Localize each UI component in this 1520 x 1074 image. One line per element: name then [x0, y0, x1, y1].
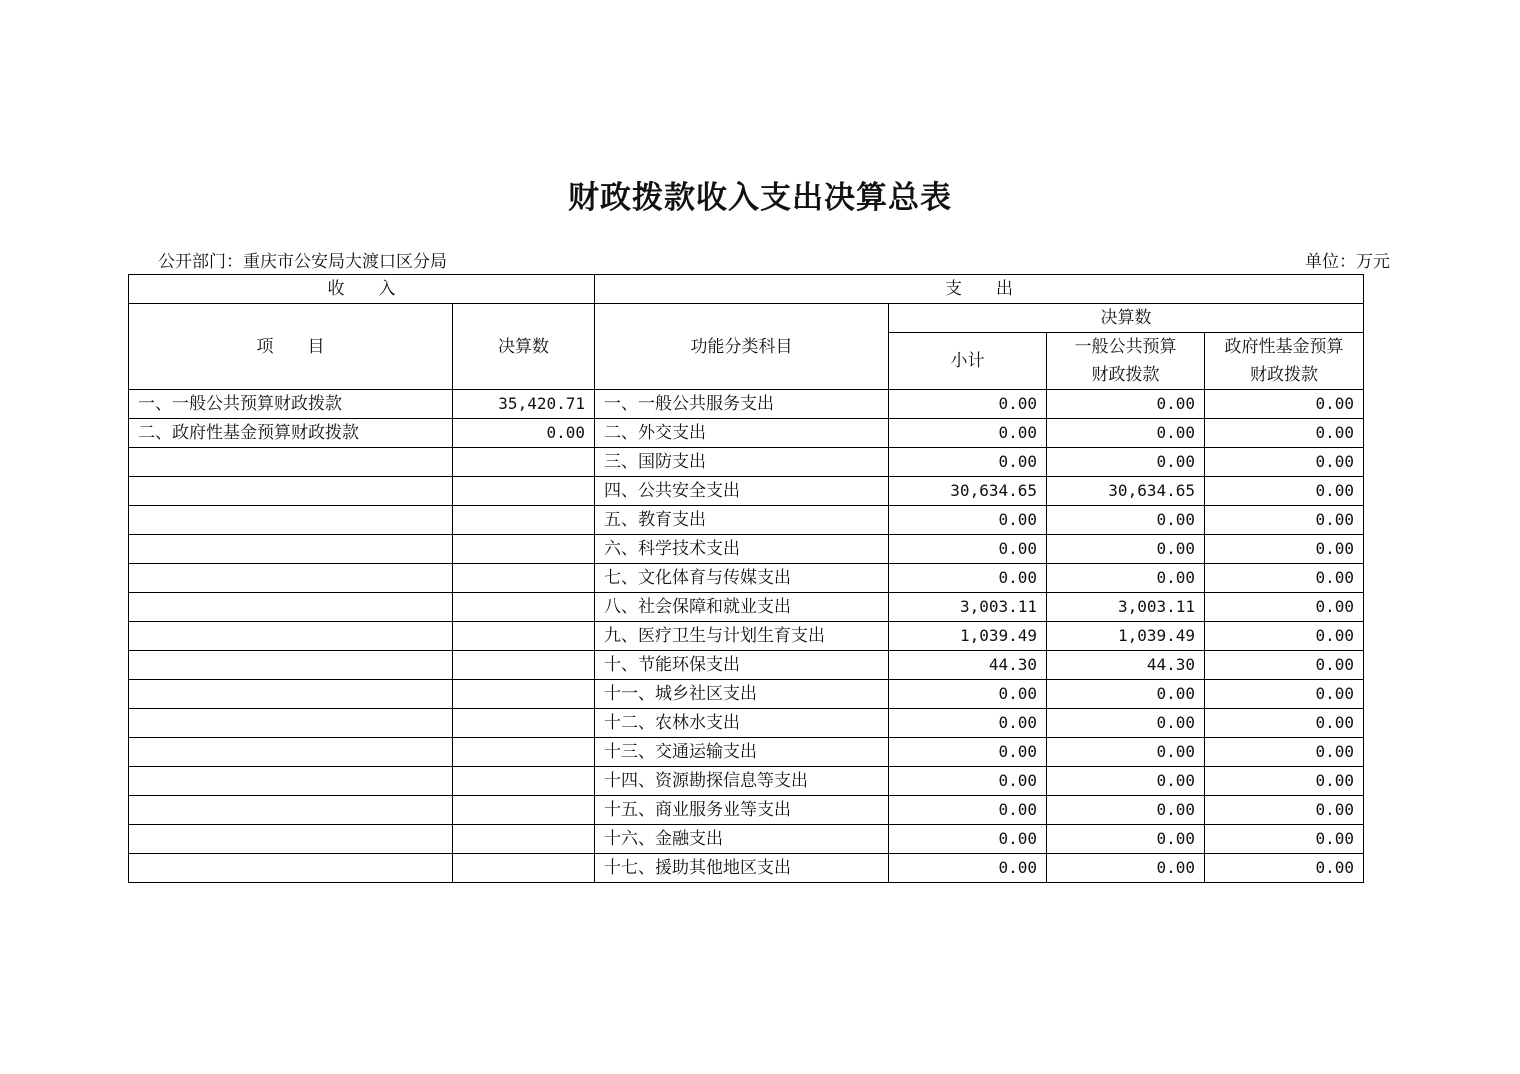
table-row	[129, 854, 1364, 883]
subtotal-cell: 30,634.65	[889, 477, 1047, 506]
expense-item-cell: 一、一般公共服务支出	[595, 390, 889, 419]
gov-fund-cell: 0.00	[1205, 593, 1364, 622]
gov-fund-cell: 0.00	[1205, 564, 1364, 593]
income-item-cell	[129, 738, 453, 767]
department-label: 公开部门：重庆市公安局大渡口区分局	[158, 252, 447, 272]
income-item-cell	[129, 506, 453, 535]
gov-fund-cell: 0.00	[1205, 651, 1364, 680]
general-budget-header	[1047, 333, 1205, 390]
expense-item-cell: 七、文化体育与传媒支出	[595, 564, 889, 593]
gov-fund-cell: 0.00	[1205, 535, 1364, 564]
gov-fund-cell: 0.00	[1205, 709, 1364, 738]
gov-fund-cell: 0.00	[1205, 854, 1364, 883]
general-budget-header-line1: 一般公共预算	[1074, 337, 1177, 357]
gov-fund-cell: 0.00	[1205, 448, 1364, 477]
table-row	[129, 419, 1364, 448]
subtotal-cell: 0.00	[889, 854, 1047, 883]
table-body	[129, 275, 1364, 883]
income-amount-cell	[453, 738, 595, 767]
page-title: 财政拨款收入支出决算总表	[568, 180, 952, 216]
income-item-cell	[129, 593, 453, 622]
subtotal-cell: 0.00	[889, 448, 1047, 477]
general-budget-cell: 0.00	[1047, 419, 1205, 448]
income-amount-cell: 35,420.71	[453, 390, 595, 419]
expense-item-cell: 十一、城乡社区支出	[595, 680, 889, 709]
table-row	[129, 448, 1364, 477]
general-budget-cell: 0.00	[1047, 825, 1205, 854]
general-budget-cell: 0.00	[1047, 535, 1205, 564]
income-amount-cell	[453, 477, 595, 506]
income-item-cell: 一、一般公共预算财政拨款	[129, 390, 453, 419]
general-budget-cell: 0.00	[1047, 796, 1205, 825]
table-row	[129, 506, 1364, 535]
settlement-header: 决算数	[889, 304, 1364, 333]
income-amount-cell	[453, 854, 595, 883]
gov-fund-cell: 0.00	[1205, 419, 1364, 448]
general-budget-cell: 1,039.49	[1047, 622, 1205, 651]
income-item-cell: 二、政府性基金预算财政拨款	[129, 419, 453, 448]
expense-item-cell: 十七、援助其他地区支出	[595, 854, 889, 883]
income-amount-cell	[453, 767, 595, 796]
expense-header: 支 出	[595, 275, 1364, 304]
expense-item-cell: 八、社会保障和就业支出	[595, 593, 889, 622]
table-row	[129, 680, 1364, 709]
gov-fund-header-line1: 政府性基金预算	[1224, 337, 1344, 357]
income-item-cell	[129, 767, 453, 796]
amount-header: 决算数	[453, 304, 595, 390]
gov-fund-cell: 0.00	[1205, 477, 1364, 506]
header-row-2	[129, 304, 1364, 333]
income-item-cell	[129, 854, 453, 883]
gov-fund-cell: 0.00	[1205, 622, 1364, 651]
expense-item-cell: 四、公共安全支出	[595, 477, 889, 506]
gov-fund-cell: 0.00	[1205, 680, 1364, 709]
general-budget-cell: 0.00	[1047, 767, 1205, 796]
table-row	[129, 709, 1364, 738]
subtotal-header: 小计	[889, 333, 1047, 390]
func-category-header: 功能分类科目	[595, 304, 889, 390]
subtotal-cell: 0.00	[889, 419, 1047, 448]
expense-item-cell: 二、外交支出	[595, 419, 889, 448]
settlement-table	[128, 274, 1364, 883]
subtotal-cell: 0.00	[889, 767, 1047, 796]
income-item-cell	[129, 535, 453, 564]
income-amount-cell	[453, 506, 595, 535]
gov-fund-cell: 0.00	[1205, 506, 1364, 535]
income-amount-cell	[453, 622, 595, 651]
general-budget-cell: 3,003.11	[1047, 593, 1205, 622]
general-budget-cell: 0.00	[1047, 506, 1205, 535]
expense-item-cell: 九、医疗卫生与计划生育支出	[595, 622, 889, 651]
income-amount-cell	[453, 680, 595, 709]
expense-item-cell: 十六、金融支出	[595, 825, 889, 854]
general-budget-cell: 0.00	[1047, 854, 1205, 883]
gov-fund-cell: 0.00	[1205, 767, 1364, 796]
income-amount-cell	[453, 535, 595, 564]
income-amount-cell: 0.00	[453, 419, 595, 448]
income-header: 收 入	[129, 275, 595, 304]
general-budget-cell: 0.00	[1047, 738, 1205, 767]
table-row	[129, 564, 1364, 593]
table-row	[129, 767, 1364, 796]
table-row	[129, 593, 1364, 622]
subtotal-cell: 44.30	[889, 651, 1047, 680]
income-item-cell	[129, 680, 453, 709]
income-amount-cell	[453, 564, 595, 593]
unit-label: 单位：万元	[1305, 252, 1390, 272]
subtotal-cell: 0.00	[889, 825, 1047, 854]
gov-fund-header	[1205, 333, 1364, 390]
subtotal-cell: 0.00	[889, 564, 1047, 593]
income-item-cell	[129, 448, 453, 477]
table-row	[129, 622, 1364, 651]
income-item-cell	[129, 622, 453, 651]
income-amount-cell	[453, 448, 595, 477]
gov-fund-cell: 0.00	[1205, 390, 1364, 419]
income-amount-cell	[453, 593, 595, 622]
subtotal-cell: 0.00	[889, 680, 1047, 709]
header-row-1	[129, 275, 1364, 304]
expense-item-cell: 十四、资源勘探信息等支出	[595, 767, 889, 796]
gov-fund-cell: 0.00	[1205, 796, 1364, 825]
subtotal-cell: 0.00	[889, 506, 1047, 535]
table-row	[129, 651, 1364, 680]
expense-item-cell: 六、科学技术支出	[595, 535, 889, 564]
subtotal-cell: 1,039.49	[889, 622, 1047, 651]
income-amount-cell	[453, 796, 595, 825]
subtotal-cell: 0.00	[889, 535, 1047, 564]
expense-item-cell: 十五、商业服务业等支出	[595, 796, 889, 825]
general-budget-cell: 0.00	[1047, 709, 1205, 738]
table-row	[129, 738, 1364, 767]
general-budget-cell: 0.00	[1047, 564, 1205, 593]
subtotal-cell: 3,003.11	[889, 593, 1047, 622]
expense-item-cell: 五、教育支出	[595, 506, 889, 535]
income-item-cell	[129, 651, 453, 680]
table-row	[129, 535, 1364, 564]
income-amount-cell	[453, 709, 595, 738]
income-amount-cell	[453, 651, 595, 680]
subtotal-cell: 0.00	[889, 390, 1047, 419]
income-item-cell	[129, 796, 453, 825]
subtotal-cell: 0.00	[889, 738, 1047, 767]
income-item-cell	[129, 564, 453, 593]
expense-item-cell: 三、国防支出	[595, 448, 889, 477]
gov-fund-cell: 0.00	[1205, 738, 1364, 767]
table-row	[129, 390, 1364, 419]
income-item-cell	[129, 477, 453, 506]
income-item-cell	[129, 709, 453, 738]
table-row	[129, 796, 1364, 825]
general-budget-cell: 44.30	[1047, 651, 1205, 680]
expense-item-cell: 十、节能环保支出	[595, 651, 889, 680]
general-budget-cell: 0.00	[1047, 390, 1205, 419]
income-item-cell	[129, 825, 453, 854]
expense-item-cell: 十三、交通运输支出	[595, 738, 889, 767]
item-header: 项 目	[129, 304, 453, 390]
table-row	[129, 477, 1364, 506]
gov-fund-cell: 0.00	[1205, 825, 1364, 854]
table-row	[129, 825, 1364, 854]
general-budget-cell: 0.00	[1047, 448, 1205, 477]
gov-fund-header-line2: 财政拨款	[1250, 365, 1318, 385]
general-budget-header-line2: 财政拨款	[1091, 365, 1160, 385]
general-budget-cell: 30,634.65	[1047, 477, 1205, 506]
general-budget-cell: 0.00	[1047, 680, 1205, 709]
subtotal-cell: 0.00	[889, 709, 1047, 738]
expense-item-cell: 十二、农林水支出	[595, 709, 889, 738]
subtotal-cell: 0.00	[889, 796, 1047, 825]
income-amount-cell	[453, 825, 595, 854]
